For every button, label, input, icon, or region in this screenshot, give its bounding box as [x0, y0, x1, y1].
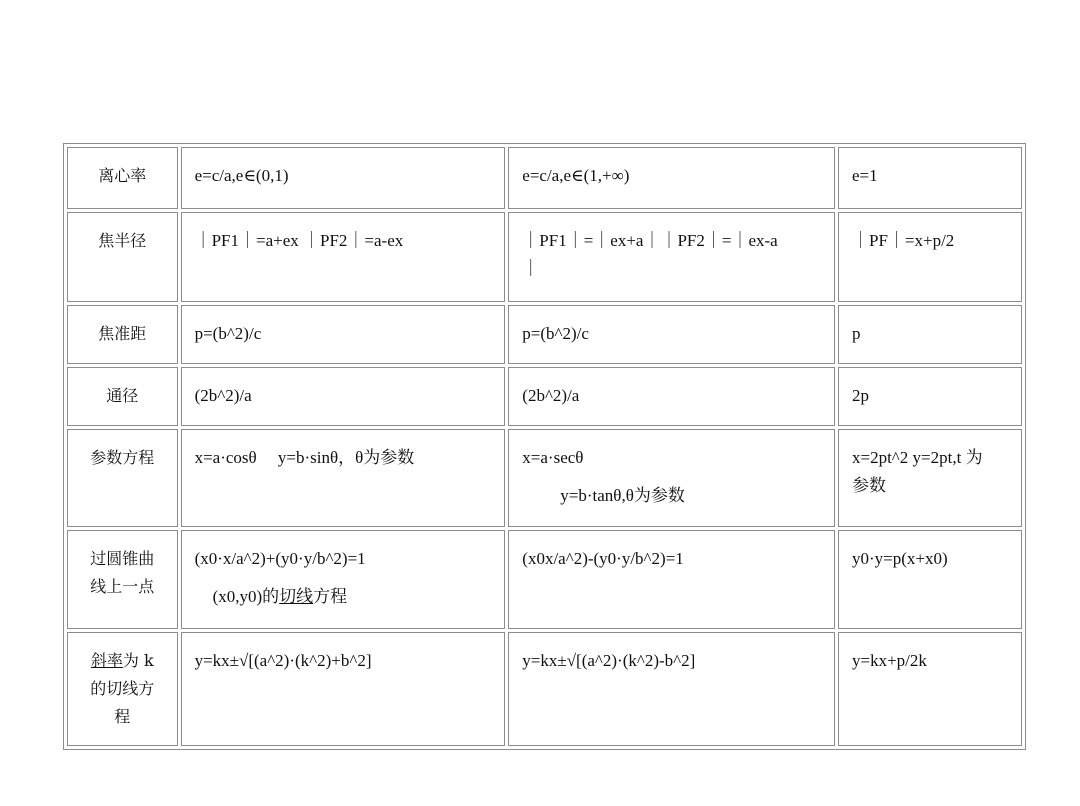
row-label-focus-directrix-distance: 焦准距: [67, 305, 178, 364]
cell-ellipse-latus-rectum: (2b^2)/a: [181, 367, 506, 426]
cell-ellipse-focal-radius: ｜PF1｜=a+ex ｜PF2｜=a-ex: [181, 212, 506, 302]
cell-hyperbola-focal-radius: ｜PF1｜=｜ex+a｜｜PF2｜=｜ex-a ｜: [508, 212, 835, 302]
table-row: [67, 212, 1022, 302]
table-row: [67, 367, 1022, 426]
cell-hyperbola-eccentricity: e=c/a,e∈(1,+∞): [508, 147, 835, 209]
cell-parabola-focal-radius: ｜PF｜=x+p/2: [838, 212, 1022, 302]
cell-parabola-focus-directrix: p: [838, 305, 1022, 364]
cell-ellipse-focus-directrix: p=(b^2)/c: [181, 305, 506, 364]
row-label-latus-rectum: 通径: [67, 367, 178, 426]
row-label-focal-radius: 焦半径: [67, 212, 178, 302]
cell-parabola-latus-rectum: 2p: [838, 367, 1022, 426]
cell-hyperbola-latus-rectum: (2b^2)/a: [508, 367, 835, 426]
cell-parabola-eccentricity: e=1: [838, 147, 1022, 209]
conic-properties-table: [63, 143, 1026, 750]
table-row: [67, 632, 1022, 746]
cell-hyperbola-tangent-slope: y=kx±√[(a^2)·(k^2)-b^2]: [508, 632, 835, 746]
cell-ellipse-parametric: x=a·cosθ y=b·sinθ，θ为参数: [181, 429, 506, 527]
cell-ellipse-tangent-slope: y=kx±√[(a^2)·(k^2)+b^2]: [181, 632, 506, 746]
cell-parabola-tangent-slope: y=kx+p/2k: [838, 632, 1022, 746]
row-label-parametric-equation: 参数方程: [67, 429, 178, 527]
cell-ellipse-eccentricity: e=c/a,e∈(0,1): [181, 147, 506, 209]
table-row: [67, 530, 1022, 629]
row-label-eccentricity: 离心率: [67, 147, 178, 209]
cell-parabola-parametric: x=2pt^2 y=2pt,t 为 参数: [838, 429, 1022, 527]
cell-hyperbola-parametric: x=a·secθ y=b·tanθ,θ为参数: [508, 429, 835, 527]
table-row: [67, 305, 1022, 364]
cell-ellipse-tangent-at-point: (x0·x/a^2)+(y0·y/b^2)=1 (x0,y0)的切线方程: [181, 530, 506, 629]
row-label-tangent-at-point: 过圆锥曲 线上一点: [67, 530, 178, 629]
table-row: [67, 429, 1022, 527]
cell-parabola-tangent-at-point: y0·y=p(x+x0): [838, 530, 1022, 629]
row-label-tangent-with-slope-k: 斜率为 k 的切线方 程: [67, 632, 178, 746]
cell-hyperbola-tangent-at-point: (x0x/a^2)-(y0·y/b^2)=1: [508, 530, 835, 629]
table-row: [67, 147, 1022, 209]
cell-hyperbola-focus-directrix: p=(b^2)/c: [508, 305, 835, 364]
